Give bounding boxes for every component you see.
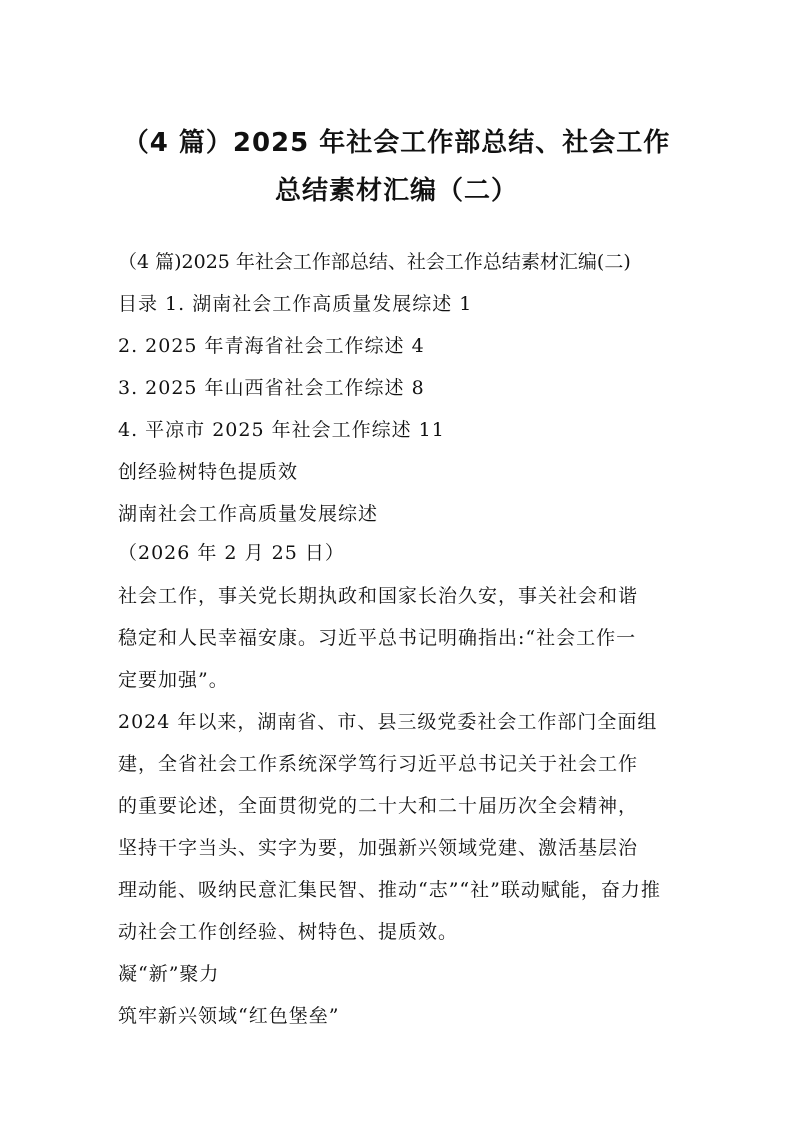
subsection-heading-1: 凝“新”聚力 (118, 963, 220, 985)
paragraph-2-line-6: 动社会工作创经验、树特色、提质效。 (118, 921, 459, 943)
paragraph-1-line-3: 定要加强”。 (118, 669, 229, 691)
toc-line-3: 3. 2025 年山西省社会工作综述 8 (118, 377, 425, 399)
paragraph-2-line-3: 的重要论述，全面贯彻党的二十大和二十届历次全会精神， (118, 795, 639, 817)
paragraph-2-line-4: 坚持干字当头、实字为要，加强新兴领域党建、激活基层治 (118, 837, 639, 859)
paragraph-1-line-2: 稳定和人民幸福安康。习近平总书记明确指出:“社会工作一 (118, 627, 637, 649)
toc-line-2: 2. 2025 年青海省社会工作综述 4 (118, 335, 425, 357)
toc-line-4: 4. 平凉市 2025 年社会工作综述 11 (118, 419, 445, 441)
section-heading: 创经验树特色提质效 (118, 461, 299, 483)
document-title-line-1: （4 篇）2025 年社会工作部总结、社会工作 (122, 128, 671, 158)
document-title-line-2: 总结素材汇编（二） (274, 176, 518, 206)
paragraph-2-line-1: 2024 年以来，湖南省、市、县三级党委社会工作部门全面组 (118, 711, 658, 733)
paragraph-2-line-5: 理动能、吸纳民意汇集民智、推动“志”“社”联动赋能，奋力推 (118, 879, 661, 901)
toc-line-1: 目录 1. 湖南社会工作高质量发展综述 1 (118, 293, 473, 315)
article-title: 湖南社会工作高质量发展综述 (118, 503, 379, 525)
article-date: （2026 年 2 月 25 日） (118, 542, 345, 564)
paragraph-1-line-1: 社会工作，事关党长期执政和国家长治久安，事关社会和谐 (118, 585, 639, 607)
paragraph-2-line-2: 建，全省社会工作系统深学笃行习近平总书记关于社会工作 (118, 753, 639, 775)
subsection-heading-2: 筑牢新兴领域“红色堡垒” (118, 1005, 340, 1027)
subtitle-line: （4 篇)2025 年社会工作部总结、社会工作总结素材汇编(二) (118, 251, 631, 273)
